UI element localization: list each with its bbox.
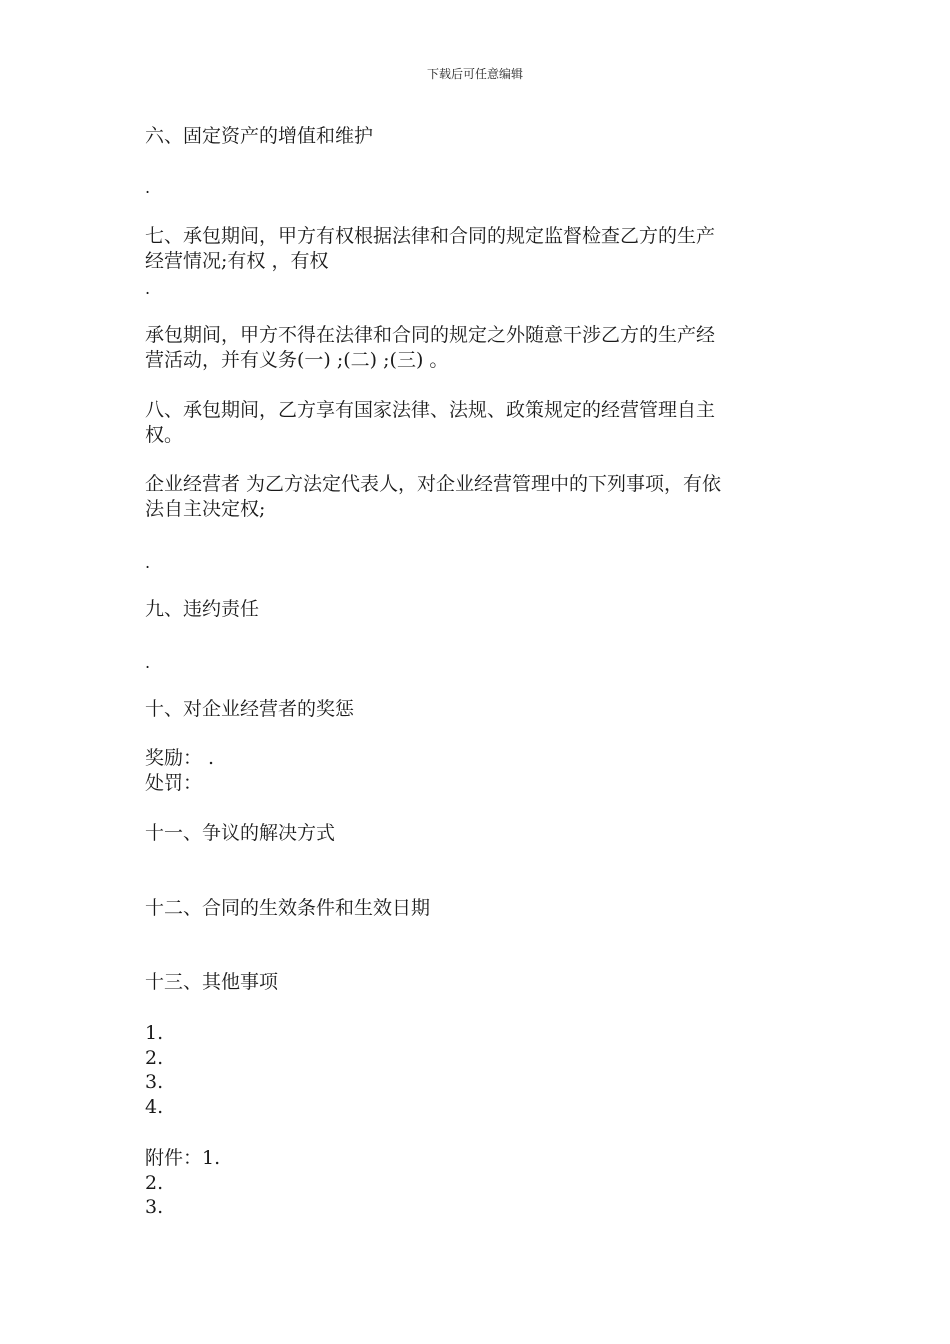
attachment-item-3: 3. <box>145 1196 164 1218</box>
section-7-para-2-line-1: 承包期间，甲方不得在法律和合同的规定之外随意干涉乙方的生产经 <box>145 324 716 346</box>
section-7-para-2-line-2: 营活动，并有义务(一) ;(二) ;(三) 。 <box>145 349 449 371</box>
penalty-line: 处罚： <box>145 772 203 794</box>
section-8-para-2-line-2: 法自主决定权; <box>145 498 266 520</box>
section-13-heading: 十三、其他事项 <box>145 971 279 993</box>
attachment-item-1: 附件：1. <box>145 1147 221 1169</box>
section-8-para-2-line-1: 企业经营者 为乙方法定代表人，对企业经营管理中的下列事项，有依 <box>145 473 722 495</box>
section-8-line-2: 权。 <box>145 424 184 446</box>
section-7-line-1: 七、承包期间，甲方有权根据法律和合同的规定监督检查乙方的生产 <box>145 225 716 247</box>
placeholder-dot: . <box>145 653 151 672</box>
other-item-4: 4. <box>145 1096 164 1118</box>
reward-line: 奖励： . <box>145 747 215 769</box>
section-7-line-2: 经营情况;有权 ，有权 <box>145 250 329 272</box>
other-item-1: 1. <box>145 1022 164 1044</box>
section-9-heading: 九、违约责任 <box>145 598 260 620</box>
other-item-2: 2. <box>145 1047 164 1069</box>
attachment-item-2: 2. <box>145 1172 164 1194</box>
section-6-heading: 六、固定资产的增值和维护 <box>145 125 374 147</box>
placeholder-dot: . <box>145 279 151 298</box>
page-header: 下载后可任意编辑 <box>426 67 523 81</box>
section-10-heading: 十、对企业经营者的奖惩 <box>145 698 355 720</box>
section-11-heading: 十一、争议的解决方式 <box>145 822 336 844</box>
other-item-3: 3. <box>145 1071 164 1093</box>
placeholder-dot: . <box>145 553 151 572</box>
section-8-line-1: 八、承包期间，乙方享有国家法律、法规、政策规定的经营管理自主 <box>145 399 716 421</box>
placeholder-dot: . <box>145 178 151 197</box>
section-12-heading: 十二、合同的生效条件和生效日期 <box>145 897 431 919</box>
